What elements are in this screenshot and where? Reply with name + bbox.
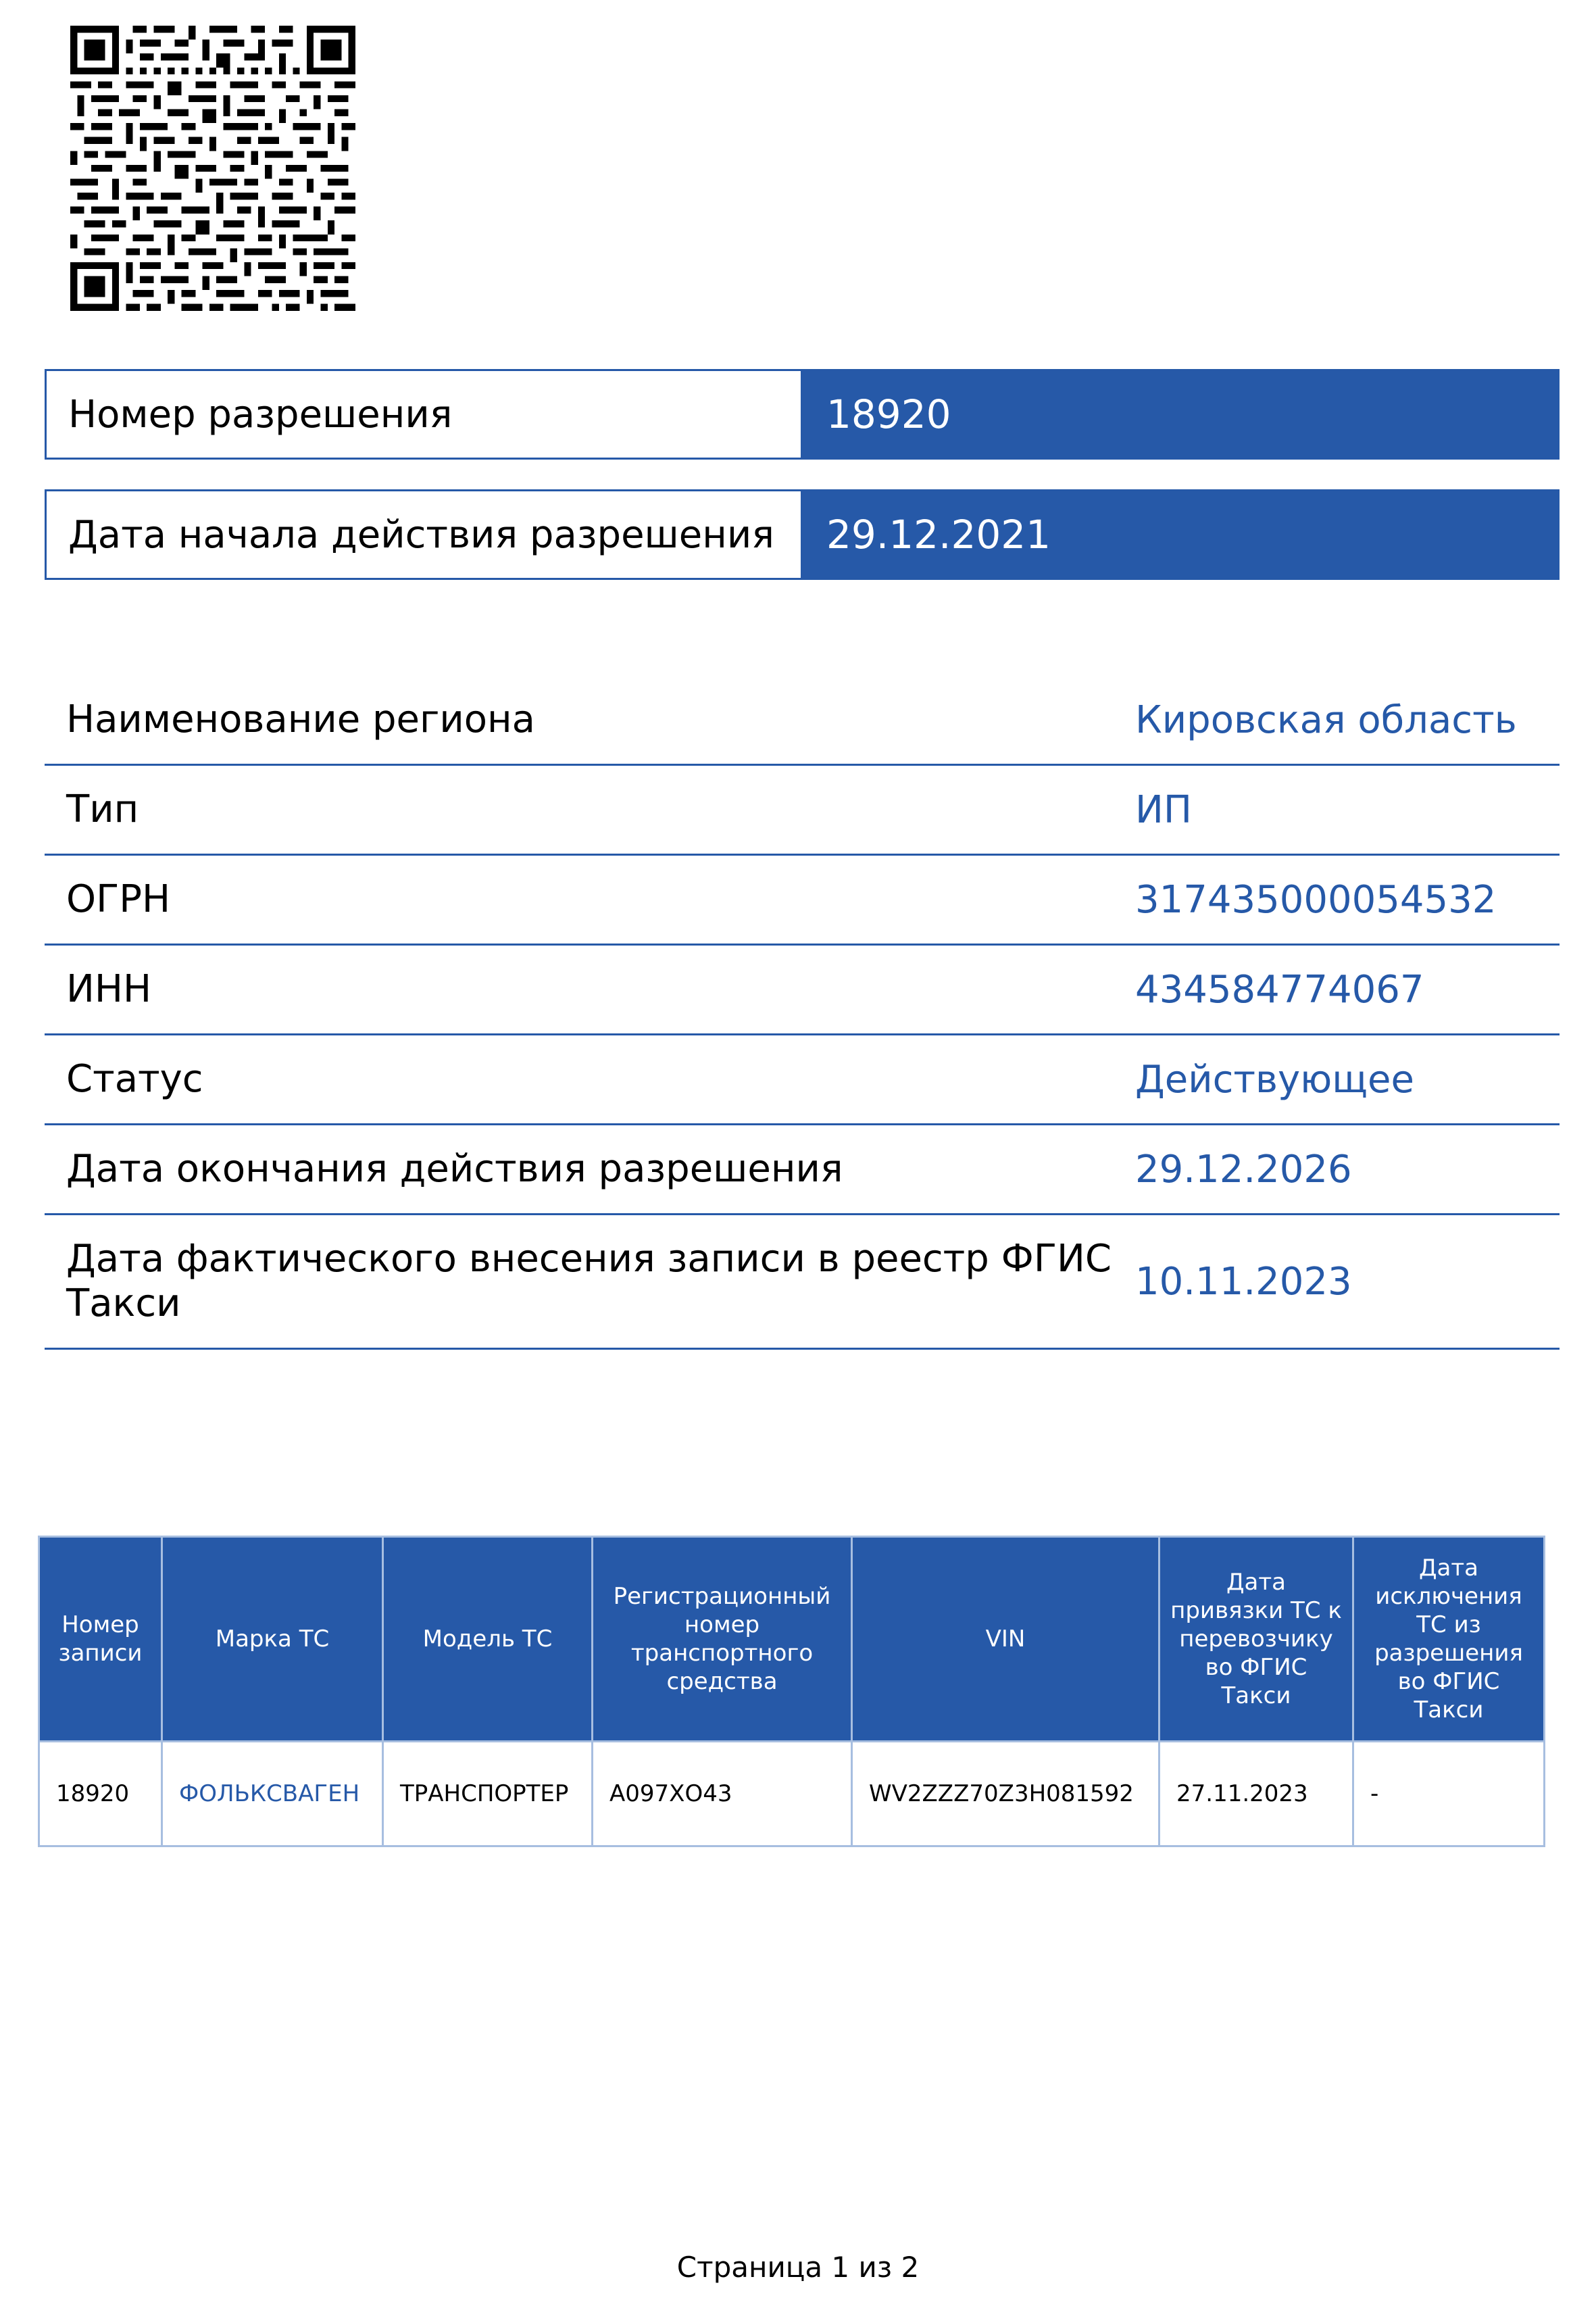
- permit-start-date-value: 29.12.2021: [801, 491, 1557, 578]
- detail-value: 434584774067: [1135, 967, 1424, 1012]
- cell-vin: WV2ZZZ70Z3H081592: [852, 1742, 1159, 1846]
- permit-number-value: 18920: [801, 371, 1557, 458]
- page-number: Страница 1 из 2: [676, 2251, 920, 2284]
- qr-code: [70, 26, 355, 311]
- permit-start-date-box: [45, 489, 1560, 580]
- detail-value: Кировская область: [1135, 697, 1517, 742]
- column-header-brand: Марка ТС: [162, 1537, 383, 1742]
- detail-value: Действующее: [1135, 1057, 1414, 1102]
- detail-value: 29.12.2026: [1135, 1147, 1352, 1192]
- detail-row-type: [45, 766, 1560, 856]
- vehicles-table: [38, 1536, 1545, 1847]
- detail-value: 317435000054532: [1135, 877, 1497, 922]
- detail-label: Наименование региона: [66, 697, 535, 741]
- cell-exclude-date: -: [1353, 1742, 1545, 1846]
- detail-label: Дата фактического внесения записи в реестр ФГИС Такси: [66, 1237, 1112, 1325]
- column-header-reg-number: Регистрационный номер транспортного средства: [593, 1537, 852, 1742]
- detail-row-status: [45, 1035, 1560, 1125]
- cell-brand-link[interactable]: ФОЛЬКСВАГЕН: [162, 1742, 383, 1846]
- cell-bind-date: 27.11.2023: [1159, 1742, 1353, 1846]
- detail-row-region: [45, 676, 1560, 766]
- permit-start-date-label: Дата начала действия разрешения: [47, 491, 801, 578]
- detail-row-end-date: [45, 1125, 1560, 1215]
- detail-label: ИНН: [66, 967, 152, 1011]
- table-row: [39, 1742, 1545, 1846]
- cell-reg-number: А097ХО43: [593, 1742, 852, 1846]
- permit-details: [45, 676, 1560, 1350]
- detail-row-ogrn: [45, 856, 1560, 946]
- column-header-record-number: Номер записи: [39, 1537, 162, 1742]
- detail-value: ИП: [1135, 787, 1192, 832]
- detail-label: Дата окончания действия разрешения: [66, 1147, 843, 1191]
- cell-model: ТРАНСПОРТЕР: [383, 1742, 593, 1846]
- permit-number-label: Номер разрешения: [47, 371, 801, 458]
- detail-label: Тип: [66, 787, 139, 831]
- detail-row-inn: [45, 946, 1560, 1035]
- detail-value: 10.11.2023: [1135, 1259, 1352, 1304]
- detail-row-registry-date: [45, 1215, 1560, 1350]
- detail-label: Статус: [66, 1057, 203, 1101]
- column-header-model: Модель ТС: [383, 1537, 593, 1742]
- table-header-row: [39, 1537, 1545, 1742]
- cell-record-number: 18920: [39, 1742, 162, 1846]
- column-header-vin: VIN: [852, 1537, 1159, 1742]
- column-header-bind-date: Дата привязки ТС к перевозчику во ФГИС Такси: [1159, 1537, 1353, 1742]
- detail-label: ОГРН: [66, 877, 171, 921]
- permit-number-box: [45, 369, 1560, 460]
- column-header-exclude-date: Дата исключения ТС из разрешения во ФГИС Такси: [1353, 1537, 1545, 1742]
